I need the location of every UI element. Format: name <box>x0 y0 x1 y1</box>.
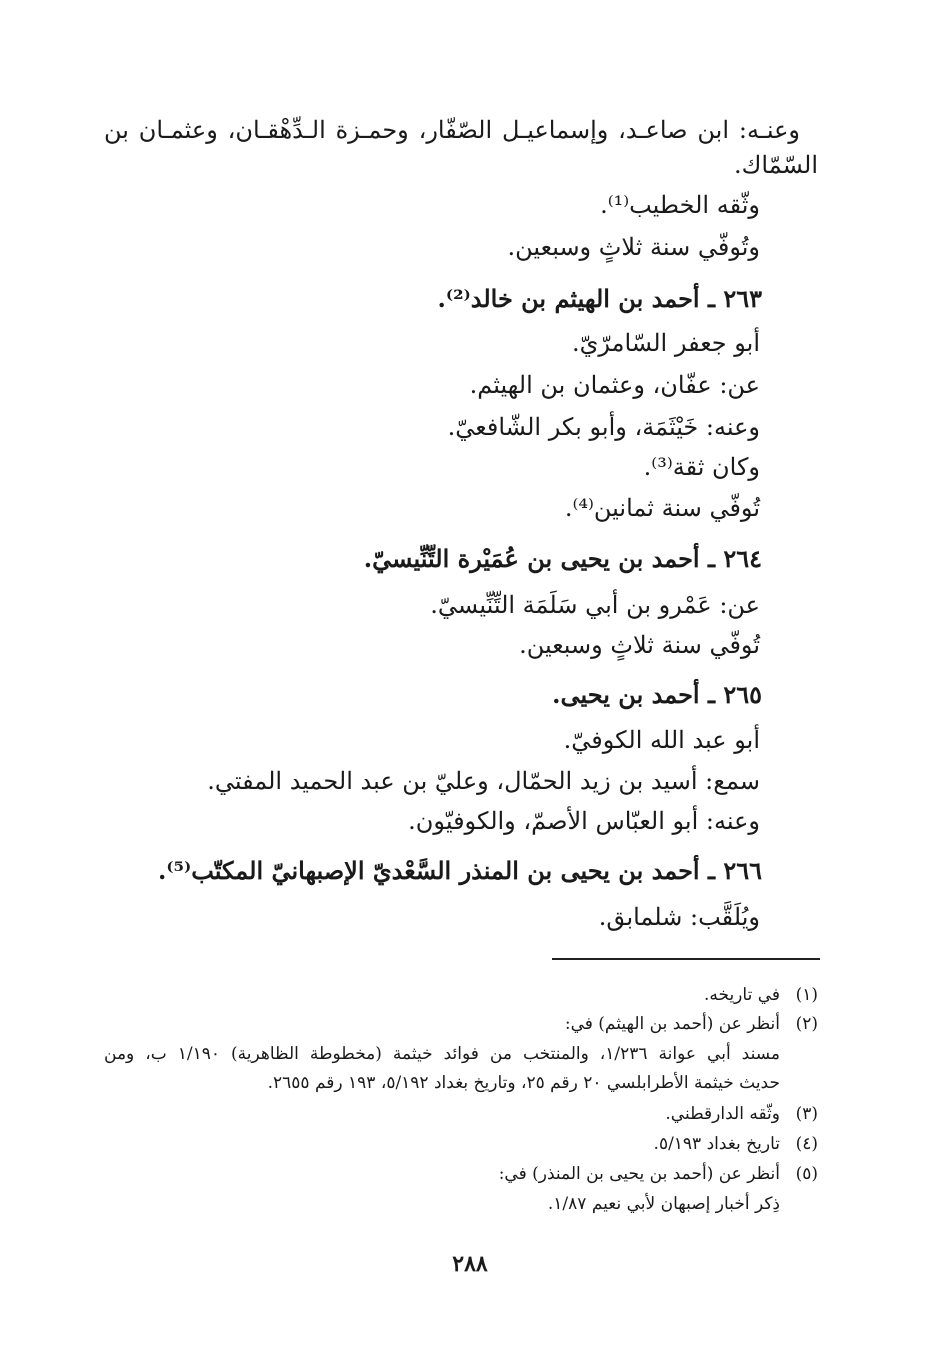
text-line-2: السّمّاك. <box>734 151 818 179</box>
text-line-15: أبو عبد الله الكوفيّ. <box>563 726 760 754</box>
footnote-text-2-cont-1: مسند أبي عوانة ١/٢٣٦، والمنتخب من فوائد خيثمة (مخطوطة الظاهرية) ١/١٩٠ ب، ومن <box>104 1044 780 1064</box>
text-line-19: ويُلَقَّب: شلمابق. <box>598 903 760 931</box>
footnote-text-2: أنظر عن (أحمد بن الهيثم) في: <box>564 1014 780 1034</box>
text-line-10: تُوفّي سنة ثمانين⁽⁴⁾. <box>564 494 760 522</box>
footnote-text-1: في تاريخه. <box>703 985 780 1005</box>
text-line-16: سمع: أسيد بن زيد الحمّال، وعليّ بن عبد الحميد المفتي. <box>207 767 760 795</box>
entry-263-heading: ٢٦٣ ـ أحمد بن الهيثم بن خالد⁽²⁾. <box>437 284 762 313</box>
text-line-9: وكان ثقة⁽³⁾. <box>643 453 760 481</box>
footnote-number-5: (٥) <box>795 1164 818 1184</box>
text-line-3: وثّقه الخطيب⁽¹⁾. <box>600 191 760 219</box>
footnote-number-3: (٣) <box>795 1104 818 1124</box>
entry-265-heading: ٢٦٥ ـ أحمد بن يحيى. <box>552 680 762 709</box>
footnote-number-2: (٢) <box>795 1014 818 1034</box>
entry-266-heading: ٢٦٦ ـ أحمد بن يحيى بن المنذر السَّعْديّ الإصبهانيّ المكتّب⁽⁵⁾. <box>158 856 762 885</box>
footnote-text-5: أنظر عن (أحمد بن يحيى بن المنذر) في: <box>498 1164 780 1184</box>
footnote-text-4: تاريخ بغداد ٥/١٩٣. <box>653 1134 780 1154</box>
footnote-text-3: وثّقه الدارقطني. <box>665 1104 780 1124</box>
footnote-number-4: (٤) <box>795 1134 818 1154</box>
footnote-text-5-cont: ذِكر أخبار إصبهان لأبي نعيم ١/٨٧. <box>547 1194 780 1214</box>
text-line-13: تُوفّي سنة ثلاثٍ وسبعين. <box>519 631 760 659</box>
footnote-number-1: (١) <box>795 985 818 1005</box>
text-line-17: وعنه: أبو العبّاس الأصمّ، والكوفيّون. <box>408 807 760 835</box>
footnote-divider <box>552 958 820 960</box>
page-number: ٢٨٨ <box>452 1251 488 1277</box>
text-line-1: وعنـه: ابن صاعـد، وإسماعيـل الصّفّار، وحمـزة الـدِّهْقـان، وعثمـان بن <box>104 116 800 144</box>
footnote-text-2-cont-2: حديث خيثمة الأطرابلسي ٢٠ رقم ٢٥، وتاريخ بغداد ٥/١٩٢، ١٩٣ رقم ٢٦٥٥. <box>267 1073 780 1093</box>
text-line-6: أبو جعفر السّامرّيّ. <box>571 329 760 357</box>
text-line-8: وعنه: خَيْثَمَة، وأبو بكر الشّافعيّ. <box>447 413 760 441</box>
entry-264-heading: ٢٦٤ ـ أحمد بن يحيى بن عُمَيْرة التِّنِّيسيّ. <box>363 544 762 573</box>
text-line-12: عن: عَمْرو بن أبي سَلَمَة التِّنِّيسيّ. <box>430 591 760 619</box>
text-line-7: عن: عفّان، وعثمان بن الهيثم. <box>469 371 760 399</box>
text-line-4: وتُوفّي سنة ثلاثٍ وسبعين. <box>507 233 760 261</box>
